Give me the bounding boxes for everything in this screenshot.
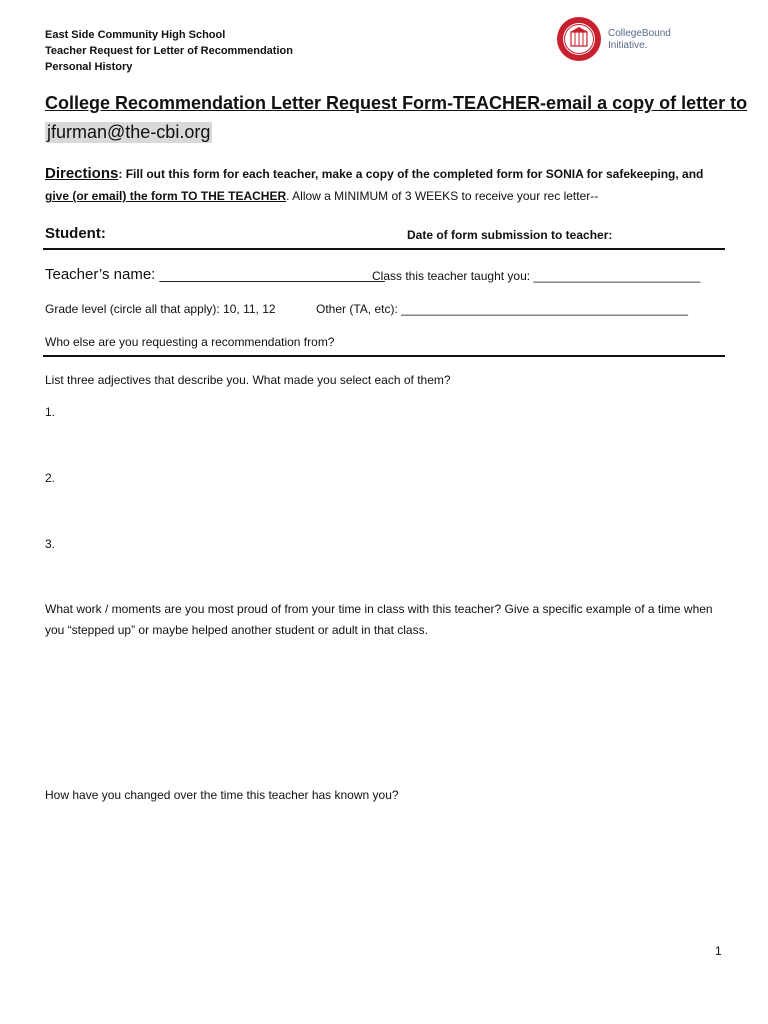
answer-item-1[interactable]: 1. [45,405,56,419]
divider-1 [43,248,725,250]
who-else-field[interactable]: Who else are you requesting a recommendation from? [45,335,335,349]
date-submission-label: Date of form submission to teacher: [407,228,613,242]
proud-question: What work / moments are you most proud of from your time in class with this teacher? Give a specific example of a time when you “stepped up” or maybe helped another student or adult in that class. [45,602,713,637]
answer-item-3[interactable]: 3. [45,537,56,551]
divider-2 [43,355,725,357]
adjectives-question: List three adjectives that describe you. What made you select each of them? [45,373,451,387]
logo-text [608,28,671,52]
class-taught-field[interactable]: Class this teacher taught you: _________________________ [372,269,701,283]
directions-label: Directions [45,165,119,182]
form-name: Teacher Request for Letter of Recommendation [45,45,293,57]
changed-question: How have you changed over the time this teacher has known you? [45,788,399,802]
page-title: College Recommendation Letter Request Form-TEACHER-email a copy of letter to [45,93,748,113]
student-label: Student: [45,225,106,242]
directions-emphasis: give (or email) the form TO THE TEACHER [45,189,287,203]
section-name: Personal History [45,61,133,73]
answer-item-2[interactable]: 2. [45,471,56,485]
directions-text-2: . Allow a MINIMUM of 3 WEEKS to receive your rec letter-- [286,189,599,203]
page-number: 1 [715,944,722,958]
directions-line-1 [45,165,703,182]
grade-level-field[interactable]: Grade level (circle all that apply): 10, 11, 12 [45,302,276,316]
teacher-name-field[interactable]: Teacher’s name: ___________________________ [45,266,385,283]
other-field[interactable]: Other (TA, etc): ___________________________________________ [316,302,689,316]
collegebound-logo [556,16,686,64]
directions-line-2 [45,189,598,203]
logo-line-2: Initiative. [608,40,648,51]
seal-icon [556,16,602,62]
logo-line-1: CollegeBound [608,28,671,39]
email-link[interactable]: jfurman@the-cbi.org [47,122,211,142]
school-name: East Side Community High School [45,29,226,41]
directions-text-1: : Fill out this form for each teacher, make a copy of the completed form for SONIA for safekeeping, and [118,167,704,181]
